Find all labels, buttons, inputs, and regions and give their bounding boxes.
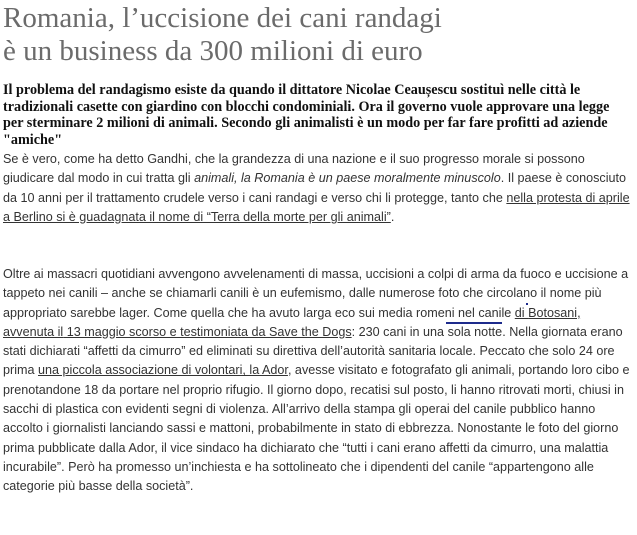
p2-text-1: Oltre ai massacri quotidiani avvengono avvelenamenti di massa, uccisioni a colpi di arma da fuoco e uccisione a tappeto nei canili – anche se chiamarli canili è un eufemismo, dalle numerose foto che circolano il nome più appropriato sarebbe lager. Come quella che ha avuto larga eco sui media romeni nel canile: [3, 267, 629, 320]
p2-highlight-2: sola notte: [447, 324, 503, 339]
p1-text-1: Se è vero, come ha detto Gandhi, che la grandezza di una nazione e il suo progresso morale si possono giudicare dal modo in cui tratta gli: [3, 152, 585, 186]
botosani-link-highlight: Botosani, avvenuta il: [3, 305, 581, 339]
p2-text-3: . Nella giornata erano stati dichiarati “affetti da cimurro” ed eliminati su direttiva dell’autorità sanitaria locale. Peccato che solo 24 ore prima: [3, 324, 623, 378]
article-title: [3, 2, 623, 68]
paragraph-2: [3, 265, 631, 497]
p2-text-2: : 230 cani in una: [351, 324, 448, 339]
p2-text-4: , avesse visitato e fotografato gli animali, portando loro cibo e prenotandone 18 da portare nel proprio rifugio. Il giorno dopo, recatisi sul posto, li hanno ritrovati morti, chiusi in sacchi di plastica con evidenti segni di violenza. All’arrivo della stampa gli operai del canile pubblico hanno accolto i giornalisti lanciando sassi e mattoni, probabilmente in stato di ebbrezza. Nonostante le foto del giorno prima pubblicate dalla Ador, il vice sindaco ha dichiarato che “tutti i cani erano affetti da cimurro, una malattia incurabile”. Però ha promesso un’inchiesta e ha sottolineato che i dipendenti del canile “appartengono alle categorie più basse della società”.: [3, 363, 630, 494]
berlin-protest-link[interactable]: nella protesta di aprile a Berlino si è guadagnata il nome di “Terra della morte per gli animali”: [3, 190, 630, 224]
title-line-2: è un business da 300 milioni di euro: [3, 35, 423, 67]
p1-emphasis: animali, la Romania è un paese moralmente minuscolo: [194, 171, 501, 186]
article-lead: Il problema del randagismo esiste da quando il dittatore Nicolae Ceaușescu sostituì nelle città le tradizionali casette con giardino con blocchi condominiali. Ora il governo vuole approvare una legge per sterminare 2 milioni di animali. Secondo gli animalisti è un modo per far fare profitti ad aziende "amiche": [3, 82, 610, 148]
ador-association-link[interactable]: una piccola associazione di volontari, la Ador: [38, 363, 288, 378]
botosani-link-rest: 13 maggio scorso e testimoniata da Save the Dogs: [63, 324, 352, 339]
p1-text-3: .: [390, 209, 395, 224]
paragraph-1: [3, 150, 631, 227]
botosani-link-prefix: di: [514, 305, 529, 320]
title-line-1: Romania, l’uccisione dei cani randagi: [3, 2, 442, 34]
p1-text-2: . Il paese è conosciuto da 10 anni per il trattamento crudele verso i cani randagi e verso chi li protegge, tanto che: [3, 171, 627, 205]
